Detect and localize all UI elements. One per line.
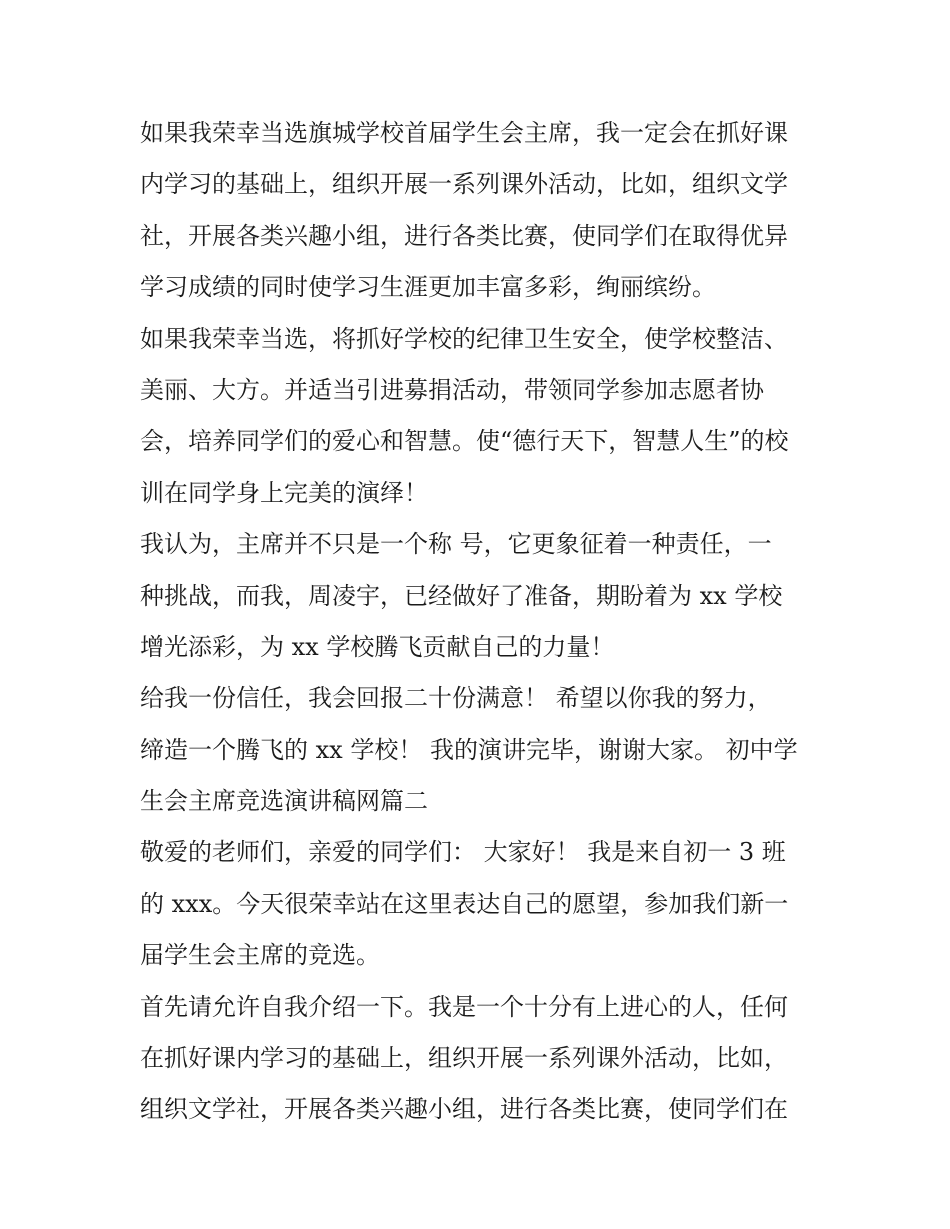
text-line: 缔造一个腾飞的 xx 学校！ 我的演讲完毕，谢谢大家。 初中学 [140, 735, 798, 764]
text-line: 训在同学身上完美的演绎！ [140, 478, 428, 507]
text-line: 学习成绩的同时使学习生涯更加丰富多彩，绚丽缤纷。 [140, 273, 716, 302]
document-body [140, 108, 840, 1136]
text-line: 社，开展各类兴趣小组，进行各类比赛，使同学们在取得优异 [140, 221, 788, 250]
text-line: 美丽、大方。并适当引进募捐活动，带领同学参加志愿者协 [140, 375, 764, 404]
text-line: 首先请允许自我介绍一下。我是一个十分有上进心的人，任何 [140, 992, 788, 1021]
text-line: 生会主席竞选演讲稿网篇二 [140, 787, 428, 816]
text-line: 会，培养同学们的爱心和智慧。使“德行天下，智慧人生”的校 [140, 427, 789, 456]
text-line: 如果我荣幸当选旗城学校首届学生会主席，我一定会在抓好课 [140, 119, 788, 147]
text-line: 我认为，主席并不只是一个称 号，它更象征着一种责任，一 [140, 530, 772, 559]
text-line: 在抓好课内学习的基础上，组织开展一系列课外活动，比如， [140, 1044, 788, 1073]
text-line: 种挑战，而我，周凌宇，已经做好了准备，期盼着为 xx 学校 [140, 581, 783, 610]
text-line: 内学习的基础上，组织开展一系列课外活动，比如，组织文学 [140, 170, 788, 199]
text-line: 组织文学社，开展各类兴趣小组，进行各类比赛，使同学们在 [140, 1095, 788, 1124]
text-line: 的 xxx。今天很荣幸站在这里表达自己的愿望，参加我们新一 [140, 889, 789, 918]
text-line: 给我一份信任，我会回报二十份满意！ 希望以你我的努力， [140, 684, 772, 713]
text-line: 增光添彩，为 xx 学校腾飞贡献自己的力量！ [140, 632, 615, 661]
text-line: 敬爱的老师们，亲爱的同学们： 大家好！ 我是来自初一 3 班 [140, 838, 786, 867]
text-line: 如果我荣幸当选，将抓好学校的纪律卫生安全，使学校整洁、 [140, 324, 788, 353]
text-line: 届学生会主席的竞选。 [140, 941, 380, 970]
